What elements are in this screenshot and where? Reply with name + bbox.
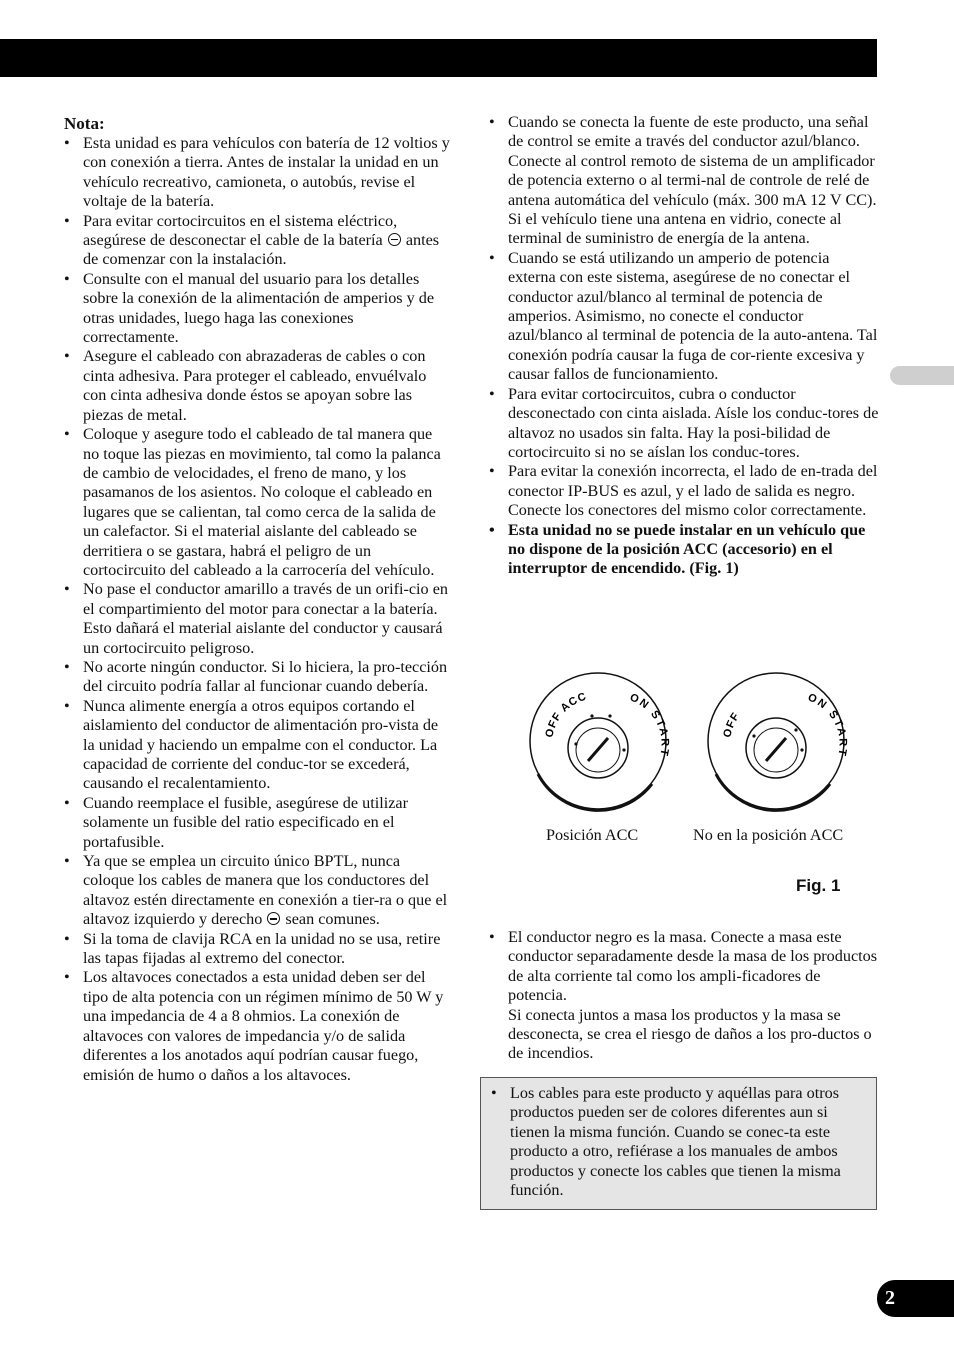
list-item: • Para evitar cortocircuitos, cubra o conductor desconectado con cinta aislada. Aísle los conduc-tores de altavoz no usados sin falta. Hay la posi-bilidad de cortocircuito si no se aíslan los conduc-tores.: [489, 385, 879, 463]
item-text: antes de comenzar con la instalación.: [83, 231, 440, 269]
caption-no-acc: No en la posición ACC: [693, 826, 844, 844]
dial-label-start: START: [647, 708, 671, 759]
header-bar: [0, 39, 877, 77]
list-item: • Esta unidad es para vehículos con batería de 12 voltios y con conexión a tierra. Antes de instalar la unidad en un vehículo recreativo, camioneta, o autobús, revise el voltaje de la batería.: [64, 134, 452, 212]
switch-no-acc: [708, 673, 849, 810]
list-item: • Asegure el cableado con abrazaderas de cables o con cinta adhesiva. Para proteger el cableado, envuélvalo con cinta adhesiva donde éstos se apoyan sobre las piezas de metal.: [64, 347, 452, 425]
ground-paragraph-2: Si conecta juntos a masa los productos y la masa se desconecta, se crea el riesgo de daños a los pro-ductos o de incendios.: [508, 1005, 872, 1063]
ground-section: [489, 928, 879, 1064]
ground-paragraph-1: • El conductor negro es la masa. Conecte a masa este conductor separadamente desde la masa de los productos de alta corriente tal como los ampli-ficadores de potencia.: [508, 928, 878, 1005]
right-column: [489, 113, 879, 579]
figure-ignition-switch: [520, 666, 870, 906]
list-item-warning: • Esta unidad no se puede instalar en un vehículo que no dispone de la posición ACC (accesorio) en el interruptor de encendido. (Fig. 1): [489, 521, 879, 579]
dial-label-acc: ACC: [558, 690, 589, 715]
item-text: Ya que se emplea un circuito único BPTL, nunca coloque los cables de manera que los conductores del altavoz estén directamente en conexión a tier-ra o que el altavoz izquierdo y derecho: [83, 852, 448, 929]
switch-acc: [530, 673, 671, 810]
item-text: Para evitar cortocircuitos en el sistema eléctrico, asegúrese de desconectar el cable de la batería: [83, 211, 398, 250]
list-item: • No acorte ningún conductor. Si lo hiciera, la pro-tección del circuito podría fallar al funcionar cuando debería.: [64, 658, 452, 697]
nota-title: Nota:: [64, 114, 105, 133]
list-item: • Nunca alimente energía a otros equipos cortando el aislamiento del conductor de alimentación pro-vista de la unidad y haciendo un empalme con el conductor. La capacidad de corriente del conduc-tor se excederá, causando el recalentamiento.: [64, 697, 452, 794]
list-item: • Cuando se conecta la fuente de este producto, una señal de control se emite a través del conductor azul/blanco. Conecte al control remoto de sistema de un amplificador de potencia externo o al termi-nal de controle de relé de antena automática del vehículo (máx. 300 mA 12 V CC). Si el vehículo tiene una antena en vidrio, conecte al terminal de suministro de energía de la antena.: [489, 113, 879, 249]
list-item: • Consulte con el manual del usuario para los detalles sobre la conexión de la alimentación de amperios y de otras unidades, luego haga las conexiones correctamente.: [64, 270, 452, 348]
caption-acc: Posición ACC: [546, 826, 639, 844]
nota-list: [64, 134, 452, 1085]
list-item: • Cuando se está utilizando un amperio de potencia externa con este sistema, asegúrese de no conectar el conductor azul/blanco al terminal de potencia de amperios. Asimismo, no conecte el conductor azul/blanco al terminal de potencia de la auto-antena. Tal conexión podría causar la fuga de cor-riente excesiva y causar fallos de funcionamiento.: [489, 249, 879, 385]
dial-label-off: OFF: [721, 710, 743, 739]
dial-label-start: START: [825, 708, 849, 759]
negative-terminal-icon: [267, 912, 280, 925]
list-item: • Para evitar la conexión incorrecta, el lado de en-trada del conector IP-BUS es azul, y el lado de salida es negro. Conecte los conectores del mismo color correctamente.: [489, 462, 879, 520]
list-item: [64, 212, 452, 270]
left-column: [64, 114, 452, 1085]
note-box: [480, 1077, 877, 1210]
list-item: • Los altavoces conectados a esta unidad deben ser del tipo de alta potencia con un régimen mínimo de 50 W y una impedancia de 4 a 8 ohmios. La conexión de altavoces con valores de impedancia y/o de salida diferentes a los anotados aquí podrían causar fuego, emisión de humo o daños a los altavoces.: [64, 968, 452, 1084]
list-item: • Coloque y asegure todo el cableado de tal manera que no toque las piezas en movimiento, tal como la palanca de cambio de velocidades, el freno de mano, y los pasamanos de los asientos. No coloque el cableado en lugares que se calientan, tal como cerca de la salida de un calefactor. Si el material aislante del cableado se derritiera o se gastara, habrá el peligro de un cortocircuito del cableado a la carrocería del vehículo.: [64, 425, 452, 580]
figure-label: Fig. 1: [796, 876, 841, 895]
ground-list: [489, 928, 879, 1064]
negative-terminal-icon: [388, 233, 401, 246]
section-tab: [890, 366, 954, 385]
list-item: • Los cables para este producto y aquéllas para otros productos pueden ser de colores diferentes aun si tienen la misma función. Cuando se conec-ta este producto a otro, refiérase a los manuales de ambos productos y conecte los cables que tienen la misma función.: [491, 1084, 868, 1200]
list-item: [64, 852, 452, 930]
dial-label-off: OFF: [543, 710, 565, 739]
list-item: • Si la toma de clavija RCA en la unidad no se usa, retire las tapas fijadas al extremo del conector.: [64, 930, 452, 969]
dial-label-on: ON: [805, 691, 831, 713]
right-list: [489, 113, 879, 579]
page-number: 2: [877, 1280, 954, 1317]
list-item: • No pase el conductor amarillo a través de un orifi-cio en el compartimiento del motor para conectar a la batería. Esto dañará el material aislante del conductor y causará un cortocircuito peligroso.: [64, 580, 452, 658]
note-box-list: [491, 1084, 868, 1200]
dial-label-on: ON: [627, 691, 653, 713]
list-item: • Cuando reemplace el fusible, asegúrese de utilizar solamente un fusible del ratio especificado en el portafusible.: [64, 794, 452, 852]
ignition-switch-icon: [520, 666, 870, 826]
list-item: [489, 928, 879, 1064]
item-text: sean comunes.: [281, 910, 380, 929]
